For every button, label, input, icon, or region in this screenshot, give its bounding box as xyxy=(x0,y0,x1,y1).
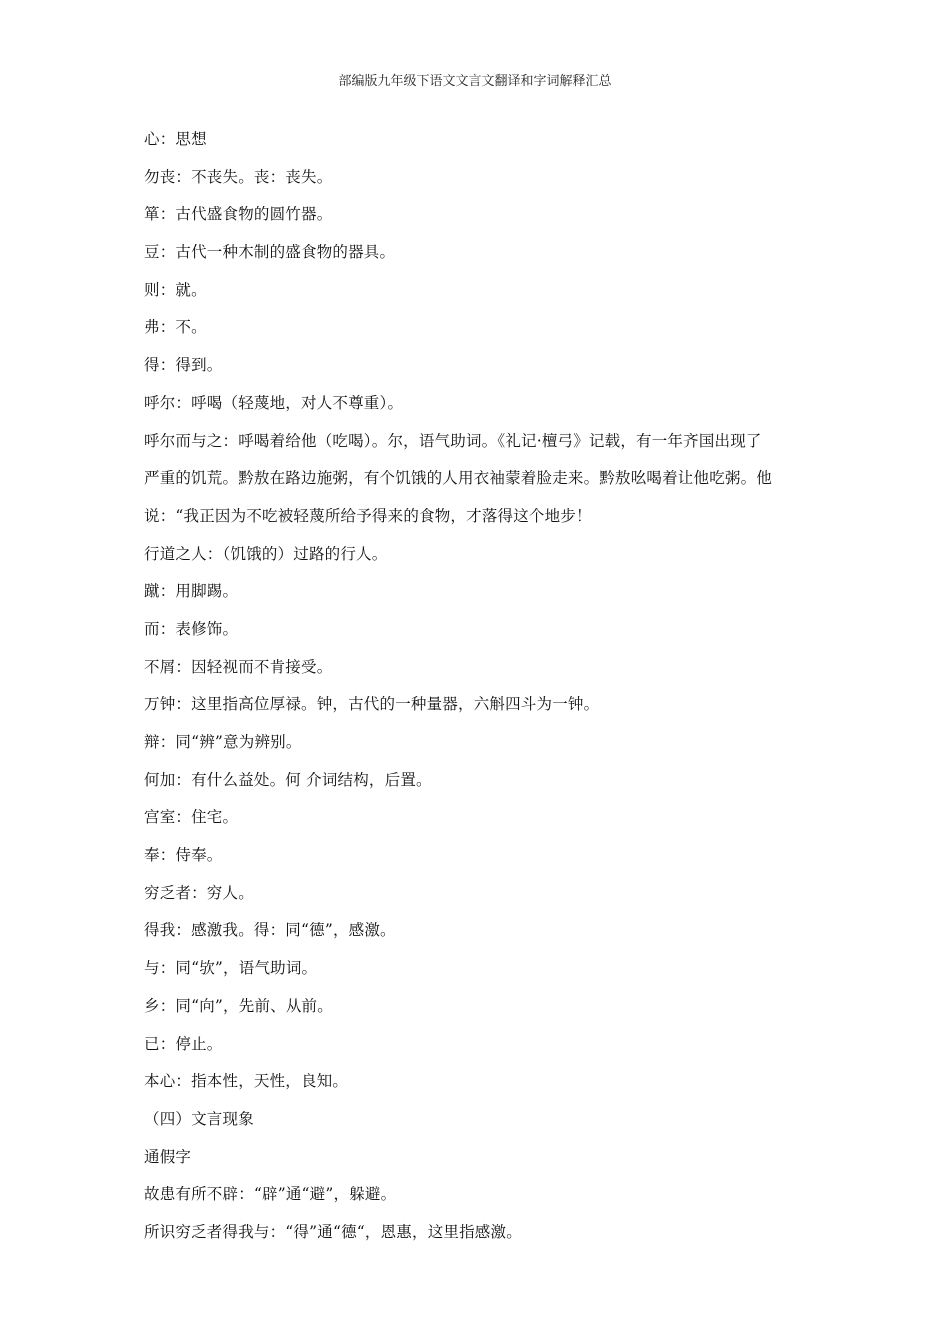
subsection-heading: 通假字 xyxy=(144,1147,192,1166)
text-line: 豆：古代一种木制的盛食物的器具。 xyxy=(144,243,396,262)
text-line: 奉：侍奉。 xyxy=(144,846,223,865)
text-line: 箪：古代盛食物的圆竹器。 xyxy=(144,205,333,224)
text-line: 心：思想 xyxy=(144,130,207,148)
text-line: 弗：不。 xyxy=(144,318,207,337)
section-heading: （四）文言现象 xyxy=(144,1109,254,1128)
text-line: 与：同“欤”，语气助词。 xyxy=(144,959,318,978)
page-header: 部编版九年级下语文文言文翻译和字词解释汇总 xyxy=(338,74,612,89)
text-line: 行道之人：（饥饿的）过路的行人。 xyxy=(144,544,388,563)
text-line: 辩：同“辨”意为辨别。 xyxy=(144,733,302,751)
text-line: 不屑：因轻视而不肯接受。 xyxy=(144,657,333,676)
text-line: 而：表修饰。 xyxy=(144,619,239,638)
text-line: 蹴：用脚踢。 xyxy=(144,582,239,601)
text-line: 穷乏者：穷人。 xyxy=(144,883,254,902)
text-line: 已：停止。 xyxy=(144,1034,223,1053)
text-line: 得：得到。 xyxy=(144,356,223,375)
text-line: 本心：指本性，天性，良知。 xyxy=(144,1072,349,1091)
document-body xyxy=(144,121,814,1252)
text-line: 勿丧：不丧失。丧：丧失。 xyxy=(144,167,333,186)
text-line: 故患有所不辟：“辟”通“避”，躲避。 xyxy=(144,1185,397,1204)
text-line: 呼尔而与之：呼喝着给他（吃喝）。尔，语气助词。《礼记·檀弓》记载，有一年齐国出现了 xyxy=(144,431,762,450)
text-line: 万钟：这里指高位厚禄。钟，古代的一种量器，六斛四斗为一钟。 xyxy=(144,695,600,714)
text-line: 何加：有什么益处。何 介词结构，后置。 xyxy=(144,770,432,789)
text-line: 乡：同“向”，先前、从前。 xyxy=(144,996,333,1015)
text-line: 宫室：住宅。 xyxy=(144,808,239,827)
text-line: 则：就。 xyxy=(144,280,207,299)
text-line: 呼尔：呼喝（轻蔑地，对人不尊重）。 xyxy=(144,393,404,412)
text-line: 所识穷乏者得我与：“得”通“德“，恩惠，这里指感激。 xyxy=(144,1222,522,1241)
text-line: 严重的饥荒。黔敖在路边施粥，有个饥饿的人用衣袖蒙着脸走来。黔敖吆喝着让他吃粥。他 xyxy=(144,469,773,488)
text-line: 说：“我正因为不吃被轻蔑所给予得来的食物，才落得这个地步！ xyxy=(144,506,592,525)
text-line: 得我：感激我。得：同“德”，感激。 xyxy=(144,921,396,940)
